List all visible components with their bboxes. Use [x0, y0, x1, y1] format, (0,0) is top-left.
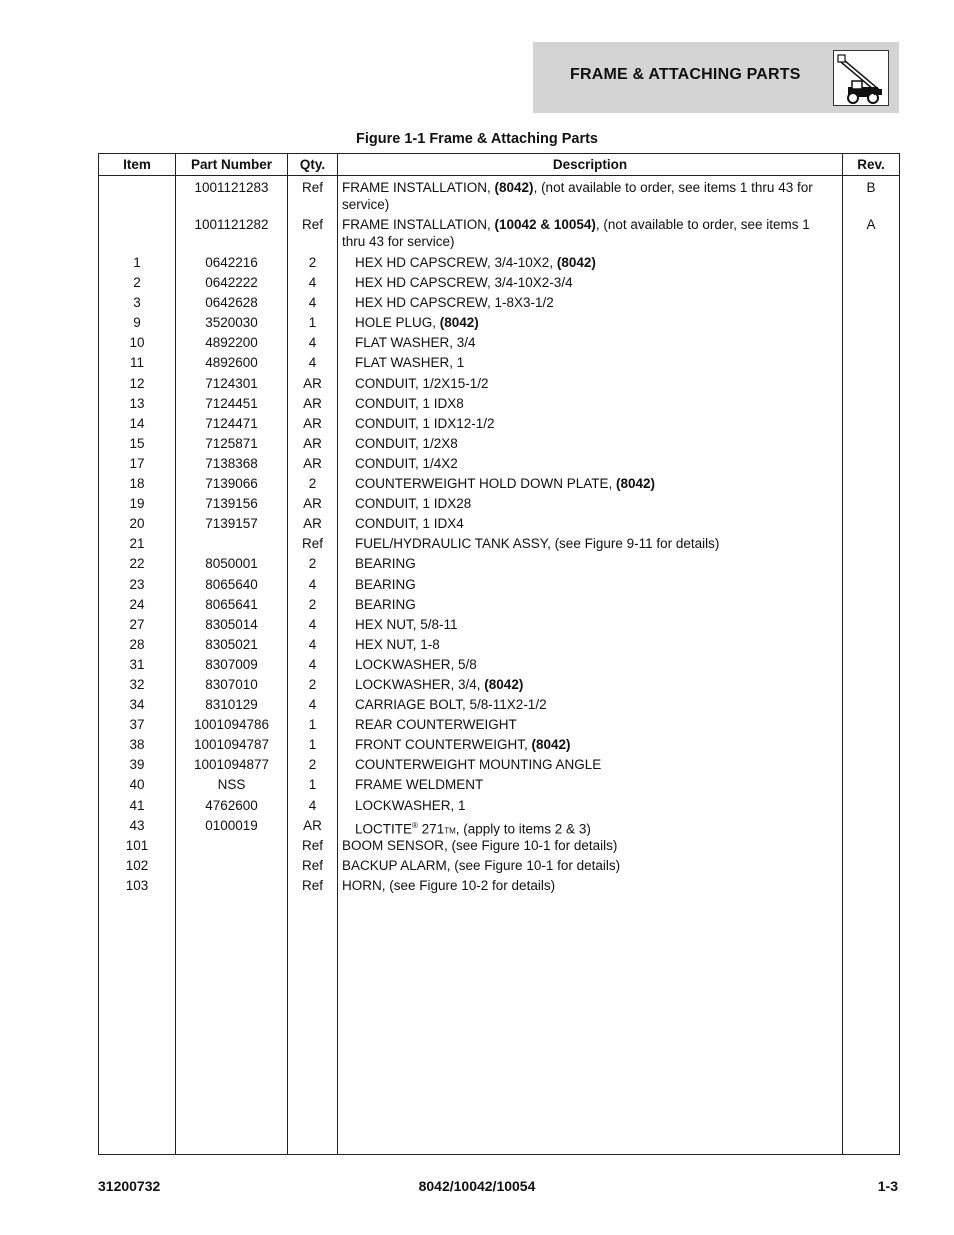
row-9-part: 7124451 [205, 395, 258, 411]
row-22-qty: 4 [308, 656, 317, 672]
row-25-qty: 1 [308, 717, 317, 733]
row-2-part: 0642216 [205, 255, 258, 270]
row-15-desc: CONDUIT, 1 IDX4 [355, 516, 464, 532]
table-body-row [99, 176, 900, 1155]
row-6-qty: 4 [308, 335, 317, 351]
row-29-item: 41 [129, 797, 145, 813]
row-17-desc: BEARING [355, 556, 416, 572]
row-8-desc: CONDUIT, 1/2X15-1/2 [355, 375, 489, 391]
row-25-part: 1001094786 [193, 717, 270, 733]
row-18-rev [843, 575, 899, 595]
row-19-qty: 2 [308, 596, 317, 612]
row-16-item: 21 [129, 536, 145, 552]
row-10-item: 14 [129, 415, 145, 431]
row-19-desc: BEARING [355, 596, 416, 612]
row-28-item: 40 [129, 777, 145, 793]
row-1-item [99, 216, 175, 253]
row-5-qty: 1 [308, 315, 317, 331]
row-26-qty: 1 [308, 737, 317, 753]
row-33-part [176, 876, 287, 896]
row-13-item: 18 [129, 476, 145, 492]
row-32-item: 102 [125, 857, 149, 873]
row-15-rev [843, 514, 899, 534]
row-4-rev [843, 293, 899, 313]
col-header-qty: Qty. [288, 154, 338, 176]
row-19-item: 24 [129, 596, 145, 612]
row-14-part: 7139156 [205, 496, 258, 512]
row-1-desc: FRAME INSTALLATION, (10042 & 10054), (not available to order, see items 1 thru 43 for service) [342, 217, 810, 249]
row-0-desc: FRAME INSTALLATION, (8042), (not available to order, see items 1 thru 43 for service) [342, 180, 813, 212]
row-15-qty: AR [303, 516, 322, 532]
row-24-item: 34 [129, 697, 145, 713]
row-5-rev [843, 313, 899, 333]
rev-column [843, 176, 900, 1155]
row-12-item: 17 [129, 455, 145, 471]
row-28-part: NSS [217, 777, 246, 793]
footer-page-number: 1-3 [877, 1178, 898, 1194]
row-3-qty: 4 [308, 275, 317, 291]
row-21-desc: HEX NUT, 1-8 [355, 636, 440, 652]
row-22-part: 8307009 [205, 656, 258, 672]
row-15-part: 7139157 [205, 516, 258, 532]
row-27-qty: 2 [308, 757, 317, 773]
row-6-part: 4892200 [205, 335, 258, 351]
table-header-row [99, 154, 900, 176]
row-26-part: 1001094787 [193, 737, 270, 753]
row-4-qty: 4 [308, 295, 317, 311]
row-14-item: 19 [129, 496, 145, 512]
row-20-desc: HEX NUT, 5/8-11 [355, 616, 458, 632]
row-0-item [99, 179, 175, 216]
row-12-qty: AR [303, 455, 322, 471]
row-31-part [176, 836, 287, 856]
row-11-qty: AR [303, 435, 322, 451]
row-6-desc: FLAT WASHER, 3/4 [355, 335, 476, 351]
row-33-rev [843, 876, 899, 896]
row-30-desc: LOCTITE® 271TM, (apply to items 2 & 3) [355, 820, 591, 836]
row-3-rev [843, 273, 899, 293]
row-22-rev [843, 655, 899, 675]
row-14-qty: AR [303, 496, 322, 512]
parts-table [98, 153, 900, 1155]
row-23-rev [843, 675, 899, 695]
row-21-rev [843, 635, 899, 655]
row-11-desc: CONDUIT, 1/2X8 [355, 435, 458, 451]
row-26-rev [843, 735, 899, 755]
row-5-part: 3520030 [205, 315, 258, 331]
row-7-rev [843, 353, 899, 373]
row-14-desc: CONDUIT, 1 IDX28 [355, 496, 472, 512]
row-1-rev: A [866, 217, 876, 232]
item-column [99, 176, 176, 1155]
col-header-rev: Rev. [843, 154, 900, 176]
row-21-qty: 4 [308, 636, 317, 652]
row-18-desc: BEARING [355, 576, 416, 592]
row-20-rev [843, 615, 899, 635]
row-11-rev [843, 434, 899, 454]
row-32-desc: BACKUP ALARM, (see Figure 10-1 for details) [342, 857, 621, 873]
row-25-desc: REAR COUNTERWEIGHT [355, 717, 517, 733]
row-20-part: 8305014 [205, 616, 258, 632]
row-6-item: 10 [129, 335, 145, 351]
row-33-desc: HORN, (see Figure 10-2 for details) [342, 877, 556, 893]
row-4-part: 0642628 [205, 295, 258, 311]
row-23-item: 32 [129, 676, 145, 692]
row-7-part: 4892600 [205, 355, 258, 371]
row-11-item: 15 [129, 435, 145, 451]
row-3-part: 0642222 [205, 275, 258, 291]
row-1-part: 1001121282 [194, 217, 269, 232]
row-13-qty: 2 [308, 476, 317, 492]
row-12-rev [843, 454, 899, 474]
row-10-rev [843, 414, 899, 434]
row-30-rev [843, 816, 899, 836]
row-24-qty: 4 [308, 697, 317, 713]
row-23-part: 8307010 [205, 676, 258, 692]
row-30-qty: AR [303, 817, 322, 833]
col-header-description: Description [338, 154, 843, 176]
row-27-desc: COUNTERWEIGHT MOUNTING ANGLE [355, 757, 602, 773]
row-16-rev [843, 534, 899, 554]
row-14-rev [843, 494, 899, 514]
section-title: FRAME & ATTACHING PARTS [570, 66, 801, 83]
part-number-column [176, 176, 288, 1155]
row-32-qty: Ref [301, 857, 323, 873]
row-8-item: 12 [129, 375, 145, 391]
row-0-part: 1001121283 [194, 180, 269, 195]
row-27-item: 39 [129, 757, 145, 773]
row-9-item: 13 [129, 395, 145, 411]
row-16-qty: Ref [301, 536, 323, 552]
row-9-desc: CONDUIT, 1 IDX8 [355, 395, 464, 411]
row-29-desc: LOCKWASHER, 1 [355, 797, 466, 813]
row-19-rev [843, 595, 899, 615]
row-25-rev [843, 715, 899, 735]
row-1-qty: Ref [301, 217, 323, 232]
row-29-qty: 4 [308, 797, 317, 813]
row-28-desc: FRAME WELDMENT [355, 777, 484, 793]
row-13-part: 7139066 [205, 476, 258, 492]
row-4-desc: HEX HD CAPSCREW, 1-8X3-1/2 [355, 295, 554, 311]
row-22-desc: LOCKWASHER, 5/8 [355, 656, 477, 672]
row-7-desc: FLAT WASHER, 1 [355, 355, 465, 371]
row-13-rev [843, 474, 899, 494]
row-9-qty: AR [303, 395, 322, 411]
figure-title: Figure 1-1 Frame & Attaching Parts [356, 131, 598, 147]
col-header-item: Item [99, 154, 176, 176]
row-17-qty: 2 [308, 556, 317, 572]
row-18-part: 8065640 [205, 576, 258, 592]
row-24-rev [843, 695, 899, 715]
row-10-qty: AR [303, 415, 322, 431]
row-31-rev [843, 836, 899, 856]
col-header-part-number: Part Number [176, 154, 288, 176]
row-2-desc: HEX HD CAPSCREW, 3/4-10X2, (8042) [355, 255, 596, 270]
row-5-item: 9 [133, 315, 141, 331]
footer-models: 8042/10042/10054 [418, 1178, 536, 1194]
row-9-rev [843, 394, 899, 414]
row-5-desc: HOLE PLUG, (8042) [355, 315, 479, 331]
row-27-rev [843, 755, 899, 775]
row-31-desc: BOOM SENSOR, (see Figure 10-1 for details) [342, 837, 618, 853]
row-17-rev [843, 554, 899, 574]
row-24-part: 8310129 [205, 697, 258, 713]
row-19-part: 8065641 [205, 596, 258, 612]
row-0-qty: Ref [301, 180, 323, 195]
qty-column [288, 176, 338, 1155]
row-17-item: 22 [129, 556, 145, 572]
row-12-desc: CONDUIT, 1/4X2 [355, 455, 458, 471]
row-22-item: 31 [129, 656, 145, 672]
row-2-item: 1 [133, 255, 141, 270]
footer-doc-number: 31200732 [98, 1178, 161, 1194]
row-4-item: 3 [133, 295, 141, 311]
row-25-item: 37 [129, 717, 145, 733]
row-26-item: 38 [129, 737, 145, 753]
row-12-part: 7138368 [205, 455, 258, 471]
section-header [533, 42, 899, 113]
row-17-part: 8050001 [205, 556, 258, 572]
row-30-item: 43 [129, 817, 145, 833]
row-18-qty: 4 [308, 576, 317, 592]
row-31-item: 101 [125, 837, 149, 853]
row-21-item: 28 [129, 636, 145, 652]
row-3-item: 2 [133, 275, 141, 291]
row-23-qty: 2 [308, 676, 317, 692]
row-8-rev [843, 374, 899, 394]
row-15-item: 20 [129, 516, 145, 532]
row-8-qty: AR [303, 375, 322, 391]
row-30-part: 0100019 [205, 817, 258, 833]
row-29-part: 4762600 [205, 797, 258, 813]
row-26-desc: FRONT COUNTERWEIGHT, (8042) [355, 737, 571, 753]
row-21-part: 8305021 [205, 636, 258, 652]
row-32-rev [843, 856, 899, 876]
row-20-item: 27 [129, 616, 145, 632]
row-20-qty: 4 [308, 616, 317, 632]
row-33-qty: Ref [301, 877, 323, 893]
row-31-qty: Ref [301, 837, 323, 853]
row-28-qty: 1 [308, 777, 317, 793]
row-18-item: 23 [129, 576, 145, 592]
row-7-qty: 4 [308, 355, 317, 371]
row-13-desc: COUNTERWEIGHT HOLD DOWN PLATE, (8042) [355, 476, 656, 492]
row-27-part: 1001094877 [193, 757, 270, 773]
row-7-item: 11 [129, 355, 144, 371]
row-16-part [176, 534, 287, 554]
row-2-qty: 2 [308, 255, 317, 270]
row-23-desc: LOCKWASHER, 3/4, (8042) [355, 676, 524, 692]
row-33-item: 103 [125, 877, 149, 893]
row-29-rev [843, 796, 899, 816]
row-2-rev [843, 253, 899, 273]
row-32-part [176, 856, 287, 876]
row-11-part: 7125871 [205, 435, 258, 451]
row-16-desc: FUEL/HYDRAULIC TANK ASSY, (see Figure 9-11 for details) [355, 536, 720, 552]
lift-machine-icon [833, 50, 889, 106]
row-0-rev: B [866, 180, 876, 195]
row-24-desc: CARRIAGE BOLT, 5/8-11X2-1/2 [355, 697, 547, 713]
row-3-desc: HEX HD CAPSCREW, 3/4-10X2-3/4 [355, 275, 573, 291]
row-6-rev [843, 333, 899, 353]
row-10-desc: CONDUIT, 1 IDX12-1/2 [355, 415, 495, 431]
row-28-rev [843, 775, 899, 795]
row-8-part: 7124301 [205, 375, 258, 391]
description-column [338, 176, 843, 1155]
row-10-part: 7124471 [205, 415, 258, 431]
